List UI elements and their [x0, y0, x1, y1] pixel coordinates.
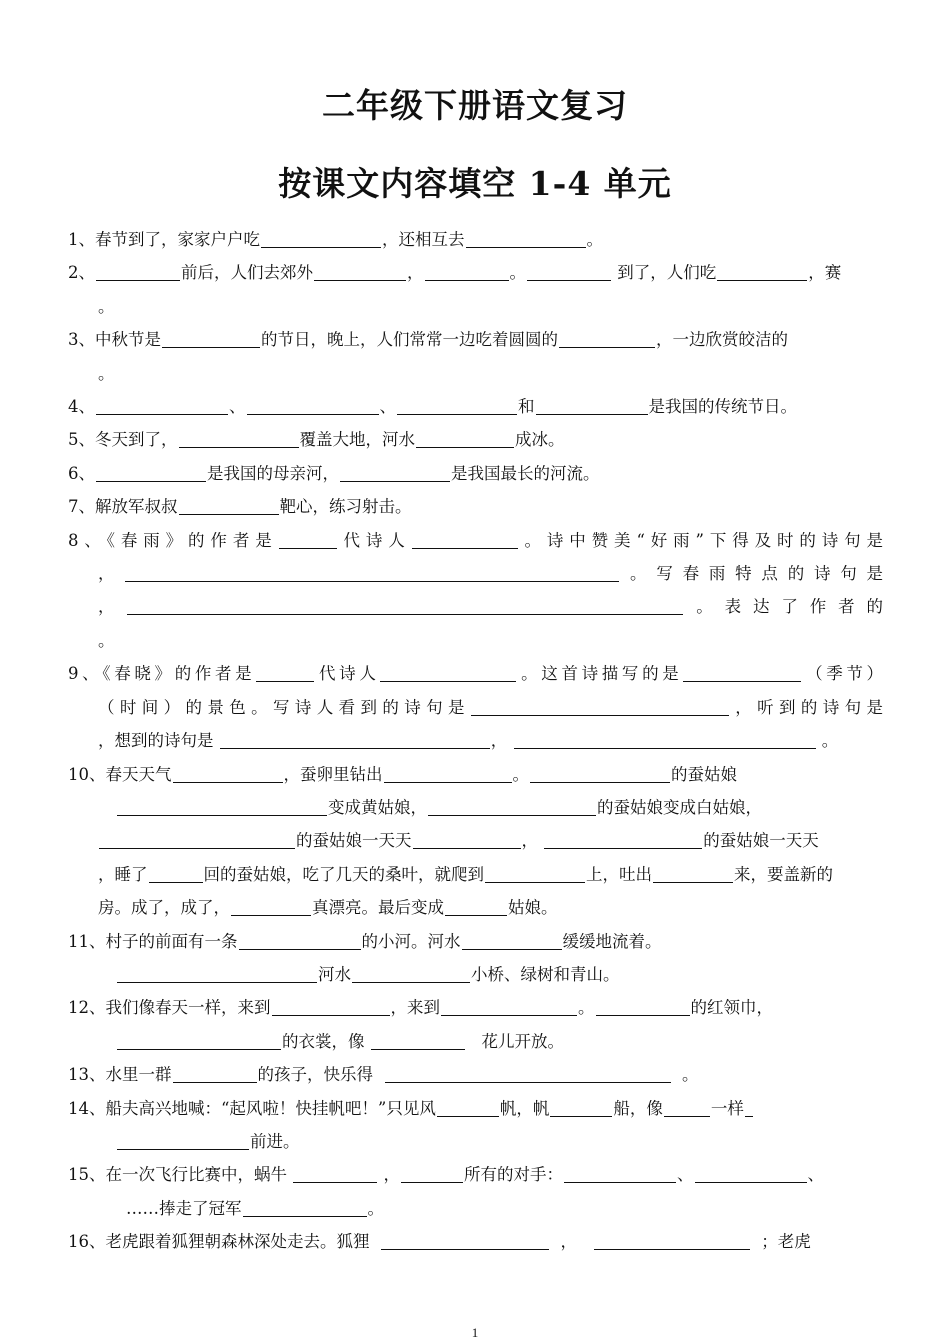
answer-blank[interactable] [117, 1031, 281, 1050]
question-text: ，蚕卵里钻出 [283, 764, 383, 784]
question-text: 的蚕姑娘 [671, 764, 737, 784]
question-text: 的孩子，快乐得 [257, 1065, 373, 1085]
question-1 [68, 223, 883, 256]
question-number: 15、 [68, 1165, 106, 1185]
answer-blank[interactable] [99, 830, 295, 849]
question-8 [68, 524, 883, 658]
question-text: 花儿开放。 [481, 1031, 564, 1051]
answer-blank[interactable] [462, 931, 562, 950]
question-text: 老虎跟着狐狸朝森林深处走去。狐狸 [105, 1232, 370, 1252]
question-text: 中秋节是 [95, 330, 161, 350]
answer-blank[interactable] [117, 964, 317, 983]
answer-blank[interactable] [173, 764, 283, 783]
question-number: 14、 [68, 1098, 106, 1118]
question-text: 的蚕姑娘一天天 [296, 831, 412, 851]
answer-blank[interactable] [261, 229, 381, 248]
question-text: 。写春雨特点的诗句是 [620, 564, 883, 584]
page-number: 1 [471, 1325, 479, 1340]
answer-blank[interactable] [564, 1164, 676, 1183]
question-number: 2、 [68, 263, 95, 283]
question-text: 缓缓地流着。 [562, 931, 662, 951]
answer-blank[interactable] [550, 1098, 612, 1117]
answer-blank[interactable] [279, 530, 337, 549]
question-text: 《春晓》的作者是 [102, 664, 256, 684]
question-text: 房。成了，成了， [98, 898, 230, 918]
question-text: 和 [518, 397, 535, 417]
question-text: 靶心，练习射击。 [279, 497, 412, 517]
question-text: 春天天气 [105, 764, 172, 784]
question-14 [68, 1092, 883, 1159]
question-number: 16、 [68, 1232, 106, 1252]
question-number: 9、 [68, 664, 103, 684]
answer-blank[interactable] [416, 429, 514, 448]
question-12 [68, 991, 883, 1058]
question-text: 上，吐出 [586, 864, 652, 884]
question-text: 。表达了作者的 [684, 597, 883, 617]
question-text: 、 [677, 1165, 694, 1185]
answer-blank[interactable] [381, 1231, 549, 1250]
answer-blank[interactable] [314, 262, 406, 281]
answer-blank[interactable] [380, 663, 516, 682]
question-text: 的小河。河水 [361, 931, 461, 951]
answer-blank[interactable] [425, 262, 509, 281]
question-text: ， [560, 1232, 577, 1252]
answer-blank[interactable] [352, 964, 470, 983]
question-text: ， [98, 564, 125, 584]
answer-blank[interactable] [96, 396, 228, 415]
question-text: 船，像 [613, 1098, 663, 1118]
question-text: 。诗中赞美“好雨”下得及时的诗句是 [518, 530, 883, 550]
question-2 [68, 256, 883, 323]
question-text: 《春雨》的作者是 [106, 530, 278, 550]
question-text: ，睡了 [98, 864, 148, 884]
answer-blank[interactable] [441, 997, 577, 1016]
question-number: 4、 [68, 397, 95, 417]
question-15 [68, 1158, 883, 1225]
question-text: 在一次飞行比赛中，蜗牛 [105, 1165, 287, 1185]
question-text: 春节到了，家家户户吃 [95, 230, 260, 249]
answer-blank[interactable] [471, 697, 729, 716]
answer-blank[interactable] [127, 596, 683, 615]
question-13 [68, 1058, 883, 1091]
page-subtitle: 按课文内容填空 1-4 单元 [278, 164, 672, 203]
question-5 [68, 423, 883, 456]
answer-blank[interactable] [162, 329, 260, 348]
answer-blank[interactable] [340, 463, 450, 482]
answer-blank[interactable] [231, 897, 311, 916]
answer-blank[interactable] [445, 897, 507, 916]
answer-blank[interactable] [594, 1231, 750, 1250]
question-6 [68, 457, 883, 490]
question-text: 是我国的传统节日。 [648, 397, 797, 417]
answer-blank[interactable] [559, 329, 655, 348]
question-text: 的红领巾， [690, 998, 773, 1018]
answer-blank[interactable] [247, 396, 379, 415]
question-3 [68, 323, 883, 390]
question-text: 。 [682, 1065, 699, 1085]
question-text: 。 [98, 630, 115, 650]
question-number: 5、 [68, 430, 95, 450]
question-text: 。 [509, 263, 526, 283]
question-text: ， [407, 263, 424, 283]
answer-blank[interactable] [412, 530, 518, 549]
question-text: 前后，人们去郊外 [181, 263, 313, 283]
answer-blank[interactable] [683, 663, 801, 682]
question-text: 是我国的母亲河， [207, 463, 339, 483]
question-text: 到了，人们吃 [617, 263, 717, 283]
question-text: ；老虎 [761, 1232, 811, 1252]
page-title: 二年级下册语文复习 [322, 86, 628, 125]
answer-blank[interactable] [485, 864, 585, 883]
question-number: 3、 [68, 330, 95, 350]
question-text: 水里一群 [105, 1065, 172, 1085]
question-text: 一样 [710, 1098, 744, 1118]
answer-blank[interactable] [173, 1064, 257, 1083]
question-number: 1、 [68, 230, 95, 249]
question-number: 10、 [68, 764, 106, 784]
answer-blank[interactable] [514, 730, 816, 749]
answer-blank[interactable] [256, 663, 314, 682]
answer-blank[interactable] [96, 463, 206, 482]
question-text: 的蚕姑娘变成白姑娘， [597, 797, 762, 817]
question-list [68, 223, 883, 1259]
question-text: 前进。 [250, 1131, 300, 1151]
question-9 [68, 657, 883, 757]
question-text: 村子的前面有一条 [105, 931, 238, 951]
answer-blank[interactable] [96, 262, 180, 281]
answer-blank[interactable] [437, 1098, 499, 1117]
question-text: ，赛 [808, 263, 842, 283]
answer-blank[interactable] [384, 764, 512, 783]
question-text: 。 [98, 296, 115, 316]
question-text: 解放军叔叔 [95, 497, 178, 517]
question-text: 姑娘。 [508, 898, 558, 918]
question-number: 8、 [68, 530, 107, 550]
question-text: ， [521, 831, 538, 851]
question-text: 成冰。 [515, 430, 565, 450]
question-10 [68, 758, 883, 925]
answer-blank[interactable] [413, 830, 521, 849]
question-text: ……捧走了冠军 [126, 1198, 242, 1218]
question-7 [68, 490, 883, 523]
question-text: 、 [807, 1165, 824, 1185]
question-text: 。 [578, 998, 595, 1018]
question-number: 6、 [68, 463, 95, 483]
question-text: ， [383, 1165, 400, 1185]
answer-blank[interactable] [179, 496, 279, 515]
question-text: 。 [821, 731, 839, 751]
question-text: 、 [229, 397, 246, 417]
question-text: 。 [367, 1198, 384, 1218]
answer-blank[interactable] [664, 1098, 710, 1117]
question-text: 所有的对手： [464, 1165, 563, 1185]
question-text: 。 [586, 230, 603, 249]
answer-blank[interactable] [149, 864, 203, 883]
answer-blank[interactable] [745, 1098, 753, 1117]
question-text: 的蚕姑娘一天天 [703, 831, 819, 851]
question-number: 11、 [68, 931, 106, 951]
question-text: 、 [379, 397, 396, 417]
answer-blank[interactable] [220, 730, 490, 749]
answer-blank[interactable] [717, 262, 807, 281]
answer-blank[interactable] [695, 1164, 807, 1183]
question-number: 7、 [68, 497, 95, 517]
answer-blank[interactable] [293, 1164, 377, 1183]
answer-blank[interactable] [530, 764, 670, 783]
question-text: 真漂亮。最后变成 [312, 898, 444, 918]
question-text: 变成黄姑娘， [328, 797, 427, 817]
question-text: 覆盖大地，河水 [299, 430, 415, 450]
answer-blank[interactable] [125, 563, 619, 582]
question-text: 代诗人 [315, 664, 380, 684]
answer-blank[interactable] [653, 864, 733, 883]
question-text: 。这首诗描写的是 [517, 664, 683, 684]
question-text: 代诗人 [337, 530, 411, 550]
answer-blank[interactable] [385, 1064, 671, 1083]
question-text: ， [490, 731, 508, 751]
question-4 [68, 390, 883, 423]
question-text: 船夫高兴地喊：“起风啦！快挂帆吧！”只见风 [105, 1098, 436, 1118]
answer-blank[interactable] [527, 262, 611, 281]
question-number: 12、 [68, 998, 106, 1018]
question-text: 我们像春天一样，来到 [105, 998, 271, 1018]
question-text: ， [98, 597, 127, 617]
question-text: （季节） [802, 664, 883, 684]
question-text: 是我国最长的河流。 [451, 463, 600, 483]
question-16 [68, 1225, 883, 1258]
question-text: （时间）的景色。写诗人看到的诗句是 [98, 697, 470, 717]
question-text: ，还相互去 [382, 230, 465, 249]
question-text: 来，要盖新的 [734, 864, 833, 884]
answer-blank[interactable] [239, 931, 361, 950]
question-11 [68, 925, 883, 992]
answer-blank[interactable] [272, 997, 390, 1016]
answer-blank[interactable] [536, 396, 648, 415]
question-text: ，想到的诗句是 [98, 731, 214, 751]
question-number: 13、 [68, 1065, 106, 1085]
answer-blank[interactable] [544, 830, 702, 849]
answer-blank[interactable] [466, 229, 586, 248]
question-text: 。 [98, 363, 115, 383]
question-text: ，来到 [390, 998, 440, 1018]
answer-blank[interactable] [117, 797, 327, 816]
answer-blank[interactable] [397, 396, 517, 415]
question-text: 回的蚕姑娘，吃了几天的桑叶，就爬到 [203, 864, 484, 884]
question-text: 小桥、绿树和青山。 [471, 964, 620, 984]
question-text: 帆，帆 [499, 1098, 550, 1118]
question-text: 冬天到了， [95, 430, 178, 450]
answer-blank[interactable] [117, 1131, 249, 1150]
answer-blank[interactable] [243, 1198, 367, 1217]
question-text: 。 [512, 764, 529, 784]
question-text: ，听到的诗句是 [729, 697, 883, 717]
answer-blank[interactable] [596, 997, 690, 1016]
question-text: 河水 [318, 964, 351, 984]
answer-blank[interactable] [371, 1031, 465, 1050]
answer-blank[interactable] [401, 1164, 463, 1183]
question-text: ，一边欣赏皎洁的 [656, 330, 788, 350]
question-text: 的衣裳，像 [282, 1031, 365, 1051]
answer-blank[interactable] [179, 429, 299, 448]
answer-blank[interactable] [428, 797, 596, 816]
question-text: 的节日，晚上，人们常常一边吃着圆圆的 [261, 330, 558, 350]
